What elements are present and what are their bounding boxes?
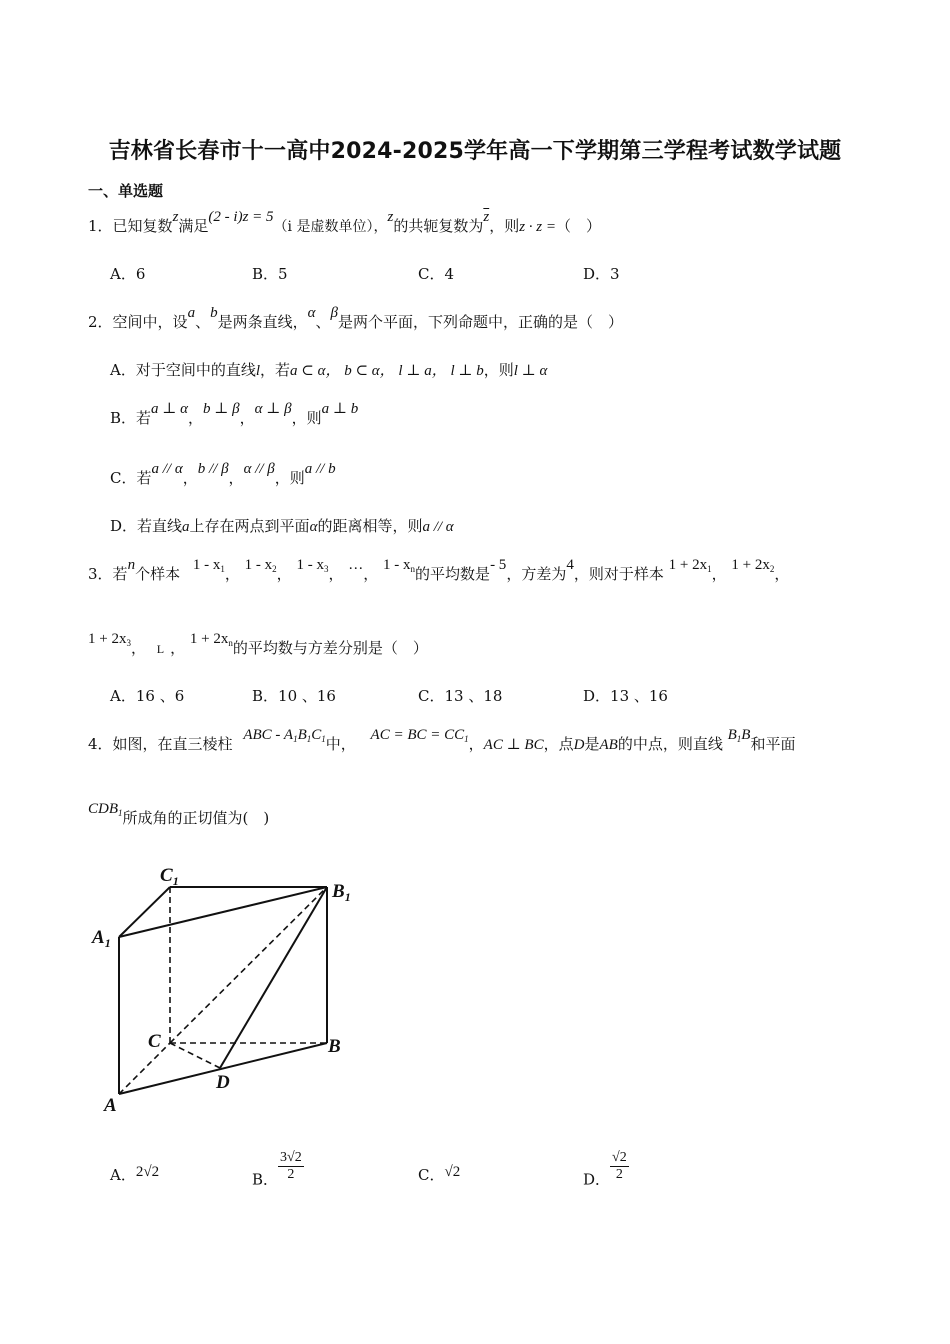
q3-option-d[interactable]: D．13 、16	[583, 687, 668, 705]
q1-option-c[interactable]: C．4	[418, 265, 455, 283]
label-d: D	[216, 1072, 230, 1093]
q1-option-d[interactable]: D．3	[583, 265, 620, 283]
page-title: 吉林省长春市十一高中2024-2025学年高一下学期第三学程考试数学试题	[108, 139, 842, 164]
label-b: B	[328, 1036, 341, 1057]
q1-option-a[interactable]: A．6	[110, 265, 146, 283]
q3-option-c[interactable]: C．13 、18	[418, 687, 503, 705]
edge-a1-b1	[119, 887, 327, 937]
label-c1: $C_1$	[160, 865, 179, 888]
question-2: 2．空间中，设a、b是两条直线，α、β是两个平面，下列命题中，正确的是（ ）	[88, 305, 623, 331]
label-b1: $B_1$	[332, 881, 351, 904]
edge-c-d	[170, 1043, 220, 1068]
edge-a-c	[119, 1043, 170, 1094]
q2-option-c[interactable]: C．若a // α，b // β，α // β，则a // b	[110, 461, 336, 487]
edge-a1-c1	[119, 887, 170, 937]
q4-option-b[interactable]: B． $\frac{3√2}{2}$	[252, 1150, 302, 1189]
section-heading: 一、单选题	[88, 182, 164, 200]
question-4: 4．如图，在直三棱柱 ABC - $A_1B_1C_1$中， AC = BC = $CC_1$，AC ⊥ BC，点D是AB的中点，则直线 $B_1B$和平面	[88, 727, 796, 753]
prism-figure	[84, 855, 374, 1125]
q2-option-d[interactable]: D．若直线a上存在两点到平面α的距离相等，则a // α	[110, 517, 454, 535]
q4-option-d[interactable]: D． $\frac{√2}{2}$	[583, 1150, 627, 1189]
label-a: A	[104, 1095, 117, 1116]
label-a1: $A_1$	[92, 927, 111, 950]
q1-option-b[interactable]: B．5	[252, 265, 288, 283]
question-1: 1．已知复数z满足(2 - i)z = 5（i 是虚数单位），z的共轭复数为$\overline{z}$，则z · z =（ ）	[88, 209, 602, 235]
q4-option-a[interactable]: A．2√2	[110, 1164, 160, 1184]
equation: (2 - i)z = 5	[208, 209, 274, 225]
q3-option-b[interactable]: B．10 、16	[252, 687, 336, 705]
question-3: 3．若n个样本 $1 - x_1$， $1 - x_2$， $1 - x_3$， …， $1 - x_n$的平均数是- 5，方差为4，则对于样本 $1 + 2x_1$， $1 + 2x_2$，	[88, 557, 790, 583]
q3-option-a[interactable]: A．16 、6	[110, 687, 185, 705]
q2-option-b[interactable]: B．若a ⊥ α，b ⊥ β，α ⊥ β，则a ⊥ b	[110, 401, 359, 427]
question-4-cont: $CDB_1$所成角的正切值为( )	[88, 801, 270, 827]
q2-option-a[interactable]: A．对于空间中的直线l，若a ⊂ α， b ⊂ α， l ⊥ a， l ⊥ b，则l ⊥ α	[110, 361, 548, 379]
label-c: C	[148, 1031, 161, 1052]
q4-option-c[interactable]: C．√2	[418, 1164, 461, 1184]
question-3-cont: $1 + 2x_3$， L ， $1 + 2x_n$的平均数与方差分别是（ ）	[88, 631, 428, 657]
